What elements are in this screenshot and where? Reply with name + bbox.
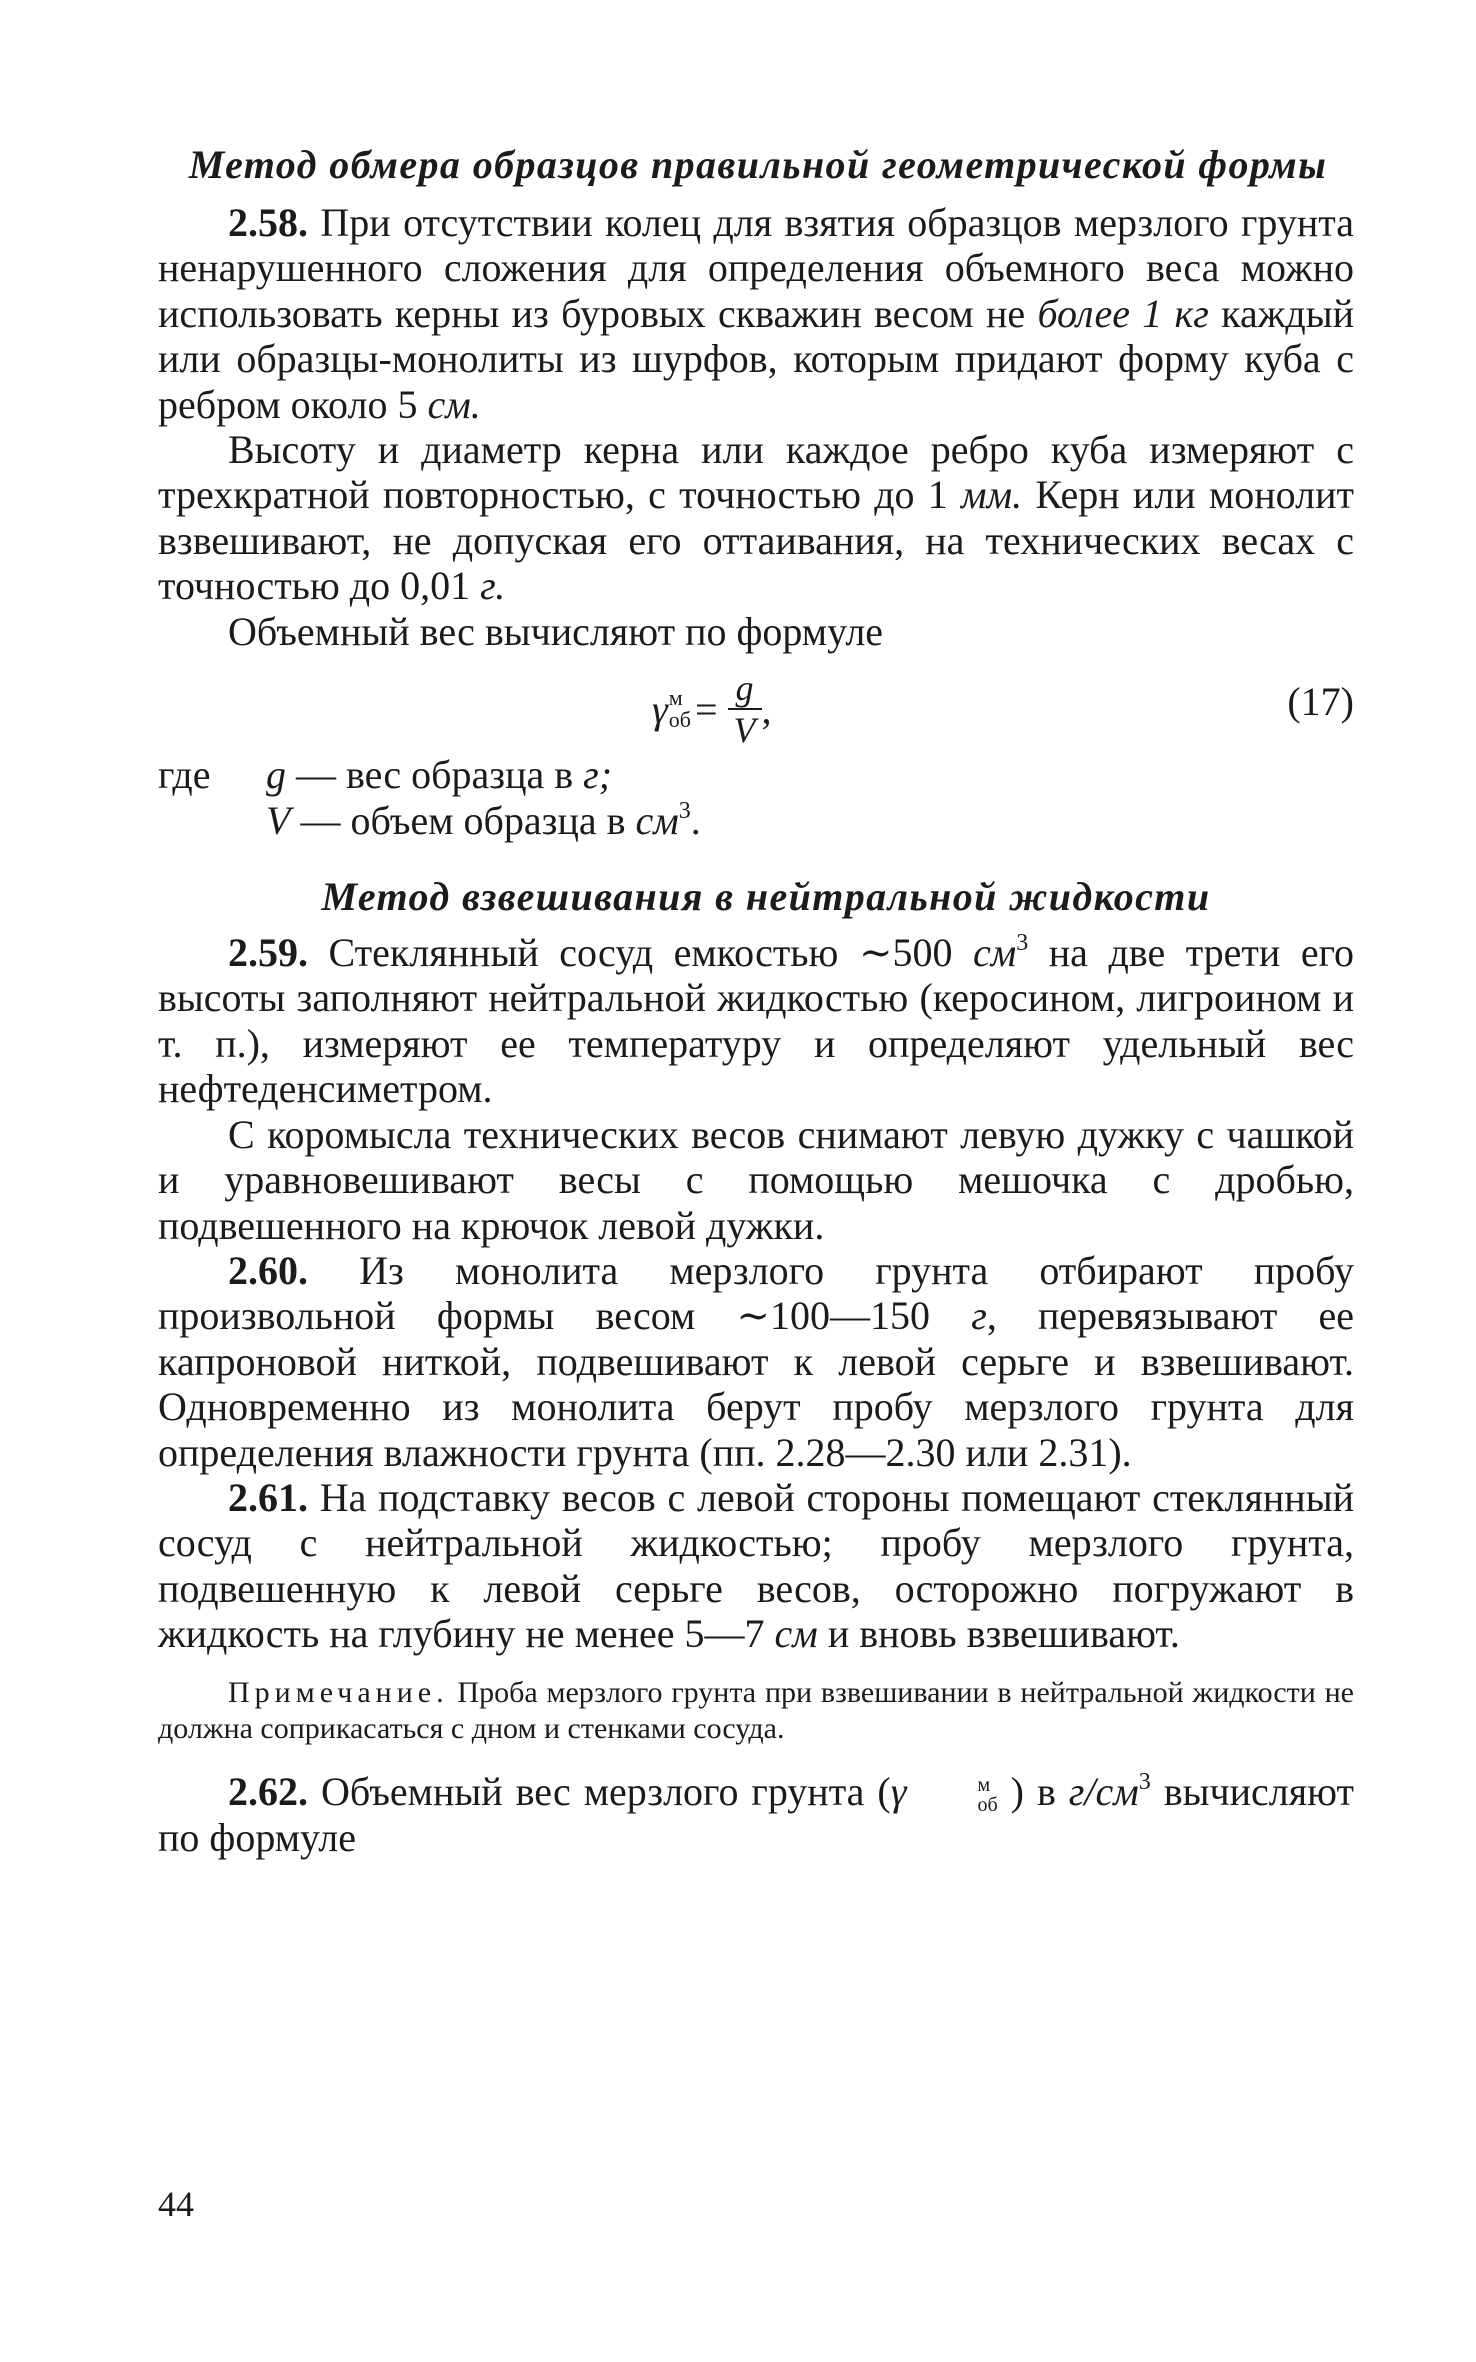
where-line-v bbox=[266, 798, 701, 844]
definition-text: — объем образца в bbox=[290, 798, 636, 844]
page-number: 44 bbox=[158, 2184, 194, 2224]
symbol-g: g bbox=[266, 752, 286, 798]
paragraph-text: Высоту и диаметр керна или каждое ребро куба измеряют с трехкратной повторностью, с точностью до 1 bbox=[158, 427, 1354, 518]
paragraph-text: Стеклянный сосуд емкостью ∼500 bbox=[308, 930, 973, 976]
paragraph-beam: С коромысла технических весов снимают левую дужку с чашкой и уравновешивают весы с помощью мешочка с дробью, подвешенного на крючок левой дужки. bbox=[158, 1111, 1354, 1248]
gamma-subscript: об bbox=[668, 707, 691, 733]
equals-sign: = bbox=[694, 686, 718, 732]
clause-number: 2.60. bbox=[228, 1247, 308, 1293]
inline-gamma bbox=[890, 1768, 998, 1817]
where-block bbox=[158, 752, 1354, 844]
paragraph-2-61 bbox=[158, 1475, 1354, 1657]
note-text: Проба мерзлого грунта при взвешивании в нейтральной жидкости не должна соприкасаться с дном и стенками сосуда. bbox=[158, 1675, 1354, 1745]
numerator: g bbox=[728, 670, 762, 710]
paragraph-text: на две трети его высоты заполняют нейтральной жидкостью (керосином, лигроином и т. п.), измеряют ее температуру и определяют удельный вес нефтеденсиметром. bbox=[158, 930, 1354, 1112]
paragraph-text: , перевязывают ее капроновой ниткой, подвешивают к левой серьге и взвешивают. Одновременно из монолита берут пробу мерзлого грунта для определения влажности грунта (пп. 2.28—2.30 или 2.31). bbox=[158, 1293, 1354, 1475]
where-label: где bbox=[158, 752, 211, 798]
section-heading-neutral-liquid: Метод взвешивания в нейтральной жидкости bbox=[321, 874, 1211, 920]
definition-text: — вес образца в bbox=[286, 752, 584, 798]
unit-text: см bbox=[635, 798, 679, 844]
paragraph-text: На подставку весов с левой стороны помещают стеклянный сосуд с нейтральной жидкостью; пробу мерзлого грунта, подвешенную к левой серьге весов, осторожно погружают в жидкость на глубину не менее 5—7 bbox=[158, 1474, 1354, 1657]
paragraph-2-58 bbox=[158, 200, 1354, 427]
gamma-indices bbox=[908, 1775, 998, 1815]
period: . bbox=[690, 798, 701, 844]
paragraph-calc-intro: Объемный вес вычисляют по формуле bbox=[228, 608, 884, 654]
unit-superscript: 3 bbox=[1016, 930, 1029, 957]
clause-number: 2.59. bbox=[228, 930, 308, 976]
paragraph-text: Керн или монолит взвешивают, не допуская его оттаивания, на технических весах с точностью до 0,01 bbox=[158, 472, 1354, 609]
note-label: Примечание. bbox=[228, 1675, 449, 1709]
clause-number: 2.62. bbox=[228, 1768, 308, 1814]
unit-superscript: 3 bbox=[1138, 1768, 1151, 1795]
unit-text: мм. bbox=[961, 472, 1023, 518]
gamma-symbol: γ bbox=[890, 1768, 907, 1814]
paragraph-text: вычисляют по формуле bbox=[158, 1768, 1354, 1861]
paragraph-2-60 bbox=[158, 1248, 1354, 1475]
paragraph-2-59 bbox=[158, 930, 1354, 1112]
gamma-symbol: γ bbox=[652, 686, 668, 732]
where-line-g bbox=[266, 752, 612, 798]
symbol-v: V bbox=[266, 798, 291, 844]
note-block bbox=[158, 1675, 1354, 1747]
formula-17 bbox=[158, 662, 1354, 752]
paragraph-text: каждый или образцы-монолиты из шурфов, которым придают форму куба с ребром около 5 bbox=[158, 290, 1354, 427]
gamma-superscript: м bbox=[977, 1774, 991, 1797]
paragraph-text: Объемный вес мерзлого грунта ( bbox=[308, 1768, 891, 1814]
paragraph-text: ) в bbox=[997, 1768, 1069, 1814]
paragraph-2-62 bbox=[158, 1769, 1354, 1861]
gamma-subscript: об bbox=[977, 1794, 998, 1817]
equation-number: (17) bbox=[1287, 679, 1354, 725]
unit-superscript: 3 bbox=[678, 798, 691, 825]
paragraph-text: Из монолита мерзлого грунта отбирают пробу произвольной формы весом ∼100—150 bbox=[158, 1247, 1354, 1339]
unit-text: см bbox=[972, 930, 1017, 976]
gamma-indices bbox=[669, 687, 691, 731]
document-page bbox=[158, 140, 1354, 1861]
unit-text: кг bbox=[1174, 290, 1209, 336]
denominator: V bbox=[733, 710, 756, 751]
clause-number: 2.61. bbox=[228, 1474, 308, 1520]
gamma-superscript: м bbox=[668, 685, 683, 711]
formula-comma: , bbox=[761, 686, 772, 732]
paragraph-text: При отсутствии колец для взятия образцов мерзлого грунта ненарушенного сложения для определения объемного веса можно использовать керны из буровых скважин весом не bbox=[158, 200, 1354, 336]
unit-text: г. bbox=[480, 563, 506, 609]
unit-text: г/см bbox=[1068, 1768, 1139, 1814]
emphasis-text: более 1 bbox=[1037, 290, 1175, 336]
unit-text: см bbox=[774, 1611, 818, 1657]
fraction bbox=[728, 668, 762, 751]
clause-number: 2.58. bbox=[228, 200, 308, 245]
section-heading-geometric: Метод обмера образцов правильной геометрической формы bbox=[188, 142, 1328, 187]
unit-text: г bbox=[971, 1293, 987, 1339]
unit-text: см. bbox=[427, 381, 481, 427]
formula-expression bbox=[652, 668, 772, 751]
unit-text: г; bbox=[583, 752, 613, 798]
paragraph-measurement bbox=[158, 427, 1354, 609]
paragraph-text: и вновь взвешивают. bbox=[817, 1611, 1180, 1657]
